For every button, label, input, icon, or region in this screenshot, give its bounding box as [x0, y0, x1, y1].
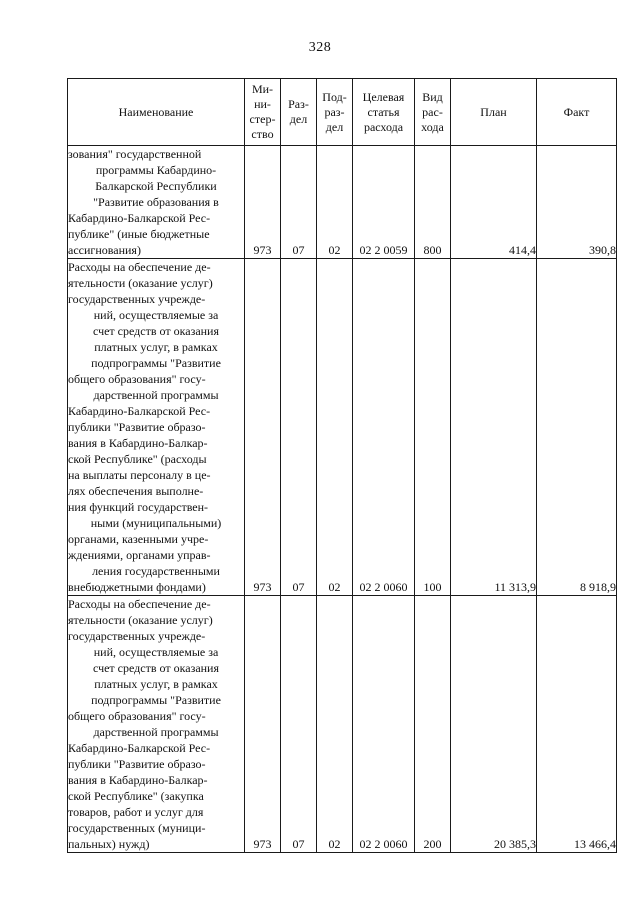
row-section: 07 [281, 146, 317, 259]
row-ministry: 973 [245, 259, 281, 596]
table-header-row [68, 79, 617, 146]
header-expense-type: Вид рас- хода [415, 79, 451, 146]
header-subsection: Под- раз- дел [317, 79, 353, 146]
row-description: Расходы на обеспечение де- ятельности (оказание услуг) государственных учрежде- ний, осуществляемые за счет средств от оказания платных услуг, в рамках подпрограммы "Развитие общего образования" госу- дарственной программы Кабардино-Балкарской Рес- публики "Развитие образо- вания в Кабардино-Балкар- ской Республике" (закупка товаров, работ и услуг для государственных (муници- пальных) нужд) [68, 596, 245, 853]
row-expense-type: 200 [415, 596, 451, 853]
row-plan: 11 313,9 [451, 259, 537, 596]
table-row [68, 596, 617, 853]
header-name: Наименование [68, 79, 245, 146]
header-fact: Факт [537, 79, 617, 146]
row-expense-type: 100 [415, 259, 451, 596]
row-plan: 20 385,3 [451, 596, 537, 853]
row-target-item: 02 2 0059 [353, 146, 415, 259]
row-target-item: 02 2 0060 [353, 259, 415, 596]
row-target-item: 02 2 0060 [353, 596, 415, 853]
page-number: 328 [308, 40, 332, 55]
row-section: 07 [281, 259, 317, 596]
header-ministry: Ми- ни- стер- ство [245, 79, 281, 146]
row-ministry: 973 [245, 146, 281, 259]
row-ministry: 973 [245, 596, 281, 853]
row-description: зования" государственной программы Кабардино- Балкарской Республики "Развитие образования в Кабардино-Балкарской Рес- публике" (иные бюджетные ассигнования) [68, 146, 245, 259]
row-subsection: 02 [317, 259, 353, 596]
header-section: Раз- дел [281, 79, 317, 146]
row-description: Расходы на обеспечение де- ятельности (оказание услуг) государственных учрежде- ний, осуществляемые за счет средств от оказания платных услуг, в рамках подпрограммы "Развитие общего образования" госу- дарственной программы Кабардино-Балкарской Рес- публики "Развитие образо- вания в Кабардино-Балкар- ской Республике" (расходы на выплаты персоналу в це- лях обеспечения выполне- ния функций государствен- ными (муниципальными) органами, казенными учре- ждениями, органами управ- ления государственными внебюджетными фондами) [68, 259, 245, 596]
table-row [68, 146, 617, 259]
row-section: 07 [281, 596, 317, 853]
row-subsection: 02 [317, 596, 353, 853]
row-expense-type: 800 [415, 146, 451, 259]
row-fact: 13 466,4 [537, 596, 617, 853]
row-plan: 414,4 [451, 146, 537, 259]
budget-table [67, 78, 617, 853]
table-row [68, 259, 617, 596]
row-subsection: 02 [317, 146, 353, 259]
header-target-item: Целевая статья расхода [353, 79, 415, 146]
header-plan: План [451, 79, 537, 146]
row-fact: 8 918,9 [537, 259, 617, 596]
row-fact: 390,8 [537, 146, 617, 259]
